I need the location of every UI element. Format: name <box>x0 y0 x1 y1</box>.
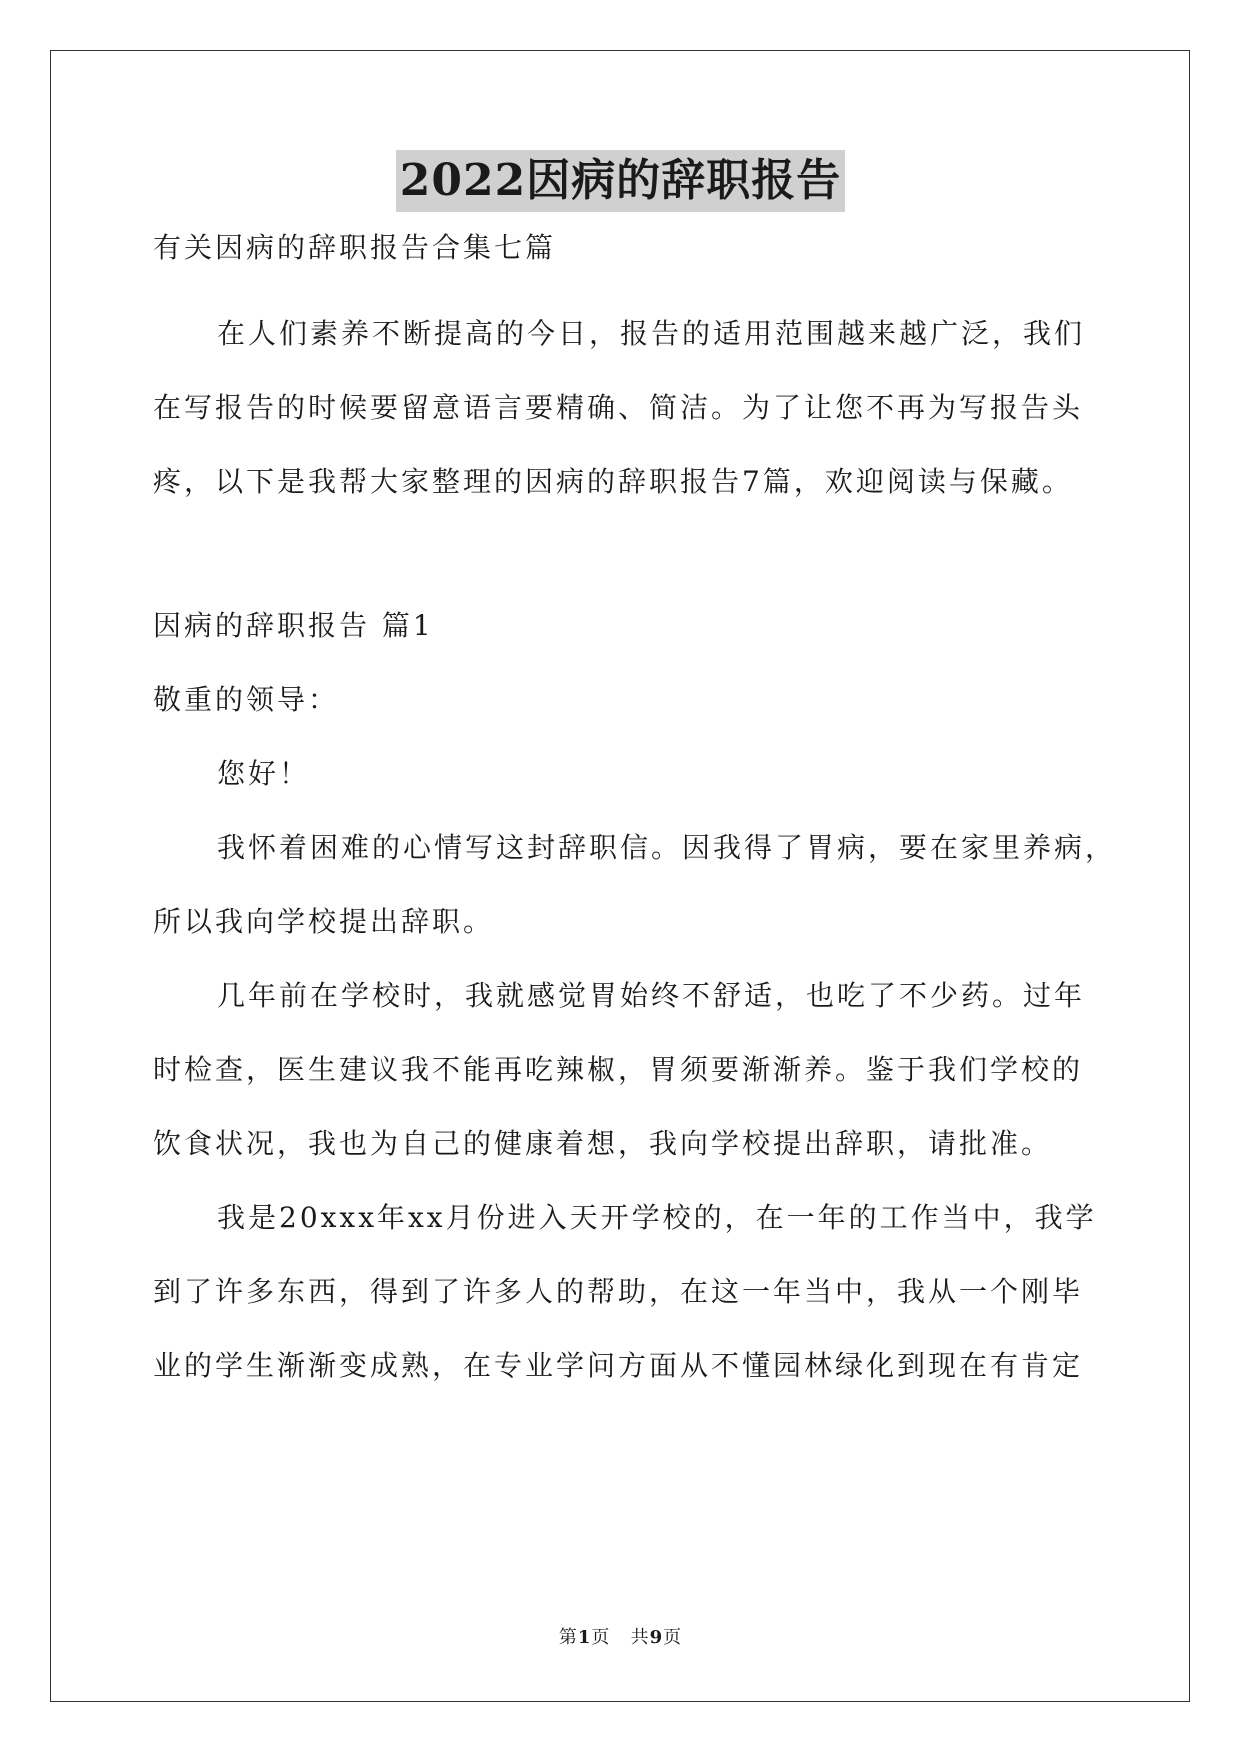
current-page-number: 1 <box>577 1627 592 1648</box>
intro-line: 在人们素养不断提高的今日，报告的适用范围越来越广泛，我们 <box>217 317 1086 350</box>
intro-line: 疼，以下是我帮大家整理的因病的辞职报告7篇，欢迎阅读与保藏。 <box>153 465 1073 498</box>
title-container <box>0 150 1241 212</box>
salutation: 敬重的领导： <box>153 683 340 716</box>
body-line: 几年前在学校时，我就感觉胃始终不舒适，也吃了不少药。过年 <box>217 979 1086 1012</box>
body-line: 我怀着困难的心情写这封辞职信。因我得了胃病，要在家里养病， <box>217 831 1117 864</box>
section-heading: 因病的辞职报告 篇1 <box>153 609 434 642</box>
page-suffix: 页 <box>591 1627 611 1648</box>
document-title: 2022因病的辞职报告 <box>396 150 845 212</box>
total-suffix: 页 <box>663 1627 683 1648</box>
subtitle: 有关因病的辞职报告合集七篇 <box>153 231 557 264</box>
body-line: 时检查，医生建议我不能再吃辣椒，胃须要渐渐养。鉴于我们学校的 <box>153 1053 1084 1086</box>
body-line: 到了许多东西，得到了许多人的帮助，在这一年当中，我从一个刚毕 <box>153 1275 1084 1308</box>
body-line: 所以我向学校提出辞职。 <box>153 905 495 938</box>
greeting: 您好！ <box>217 757 311 790</box>
body-line: 饮食状况，我也为自己的健康着想，我向学校提出辞职，请批准。 <box>153 1127 1053 1160</box>
page-footer <box>0 1626 1241 1650</box>
body-line: 业的学生渐渐变成熟，在专业学问方面从不懂园林绿化到现在有肯定 <box>153 1349 1084 1382</box>
total-page-count: 9 <box>649 1627 664 1648</box>
page-border <box>50 50 1190 1702</box>
total-prefix: 共 <box>630 1627 650 1648</box>
intro-line: 在写报告的时候要留意语言要精确、简洁。为了让您不再为写报告头 <box>153 391 1084 424</box>
body-line: 我是20xxx年xx月份进入天开学校的，在一年的工作当中，我学 <box>217 1201 1097 1234</box>
page-prefix: 第 <box>558 1627 578 1648</box>
